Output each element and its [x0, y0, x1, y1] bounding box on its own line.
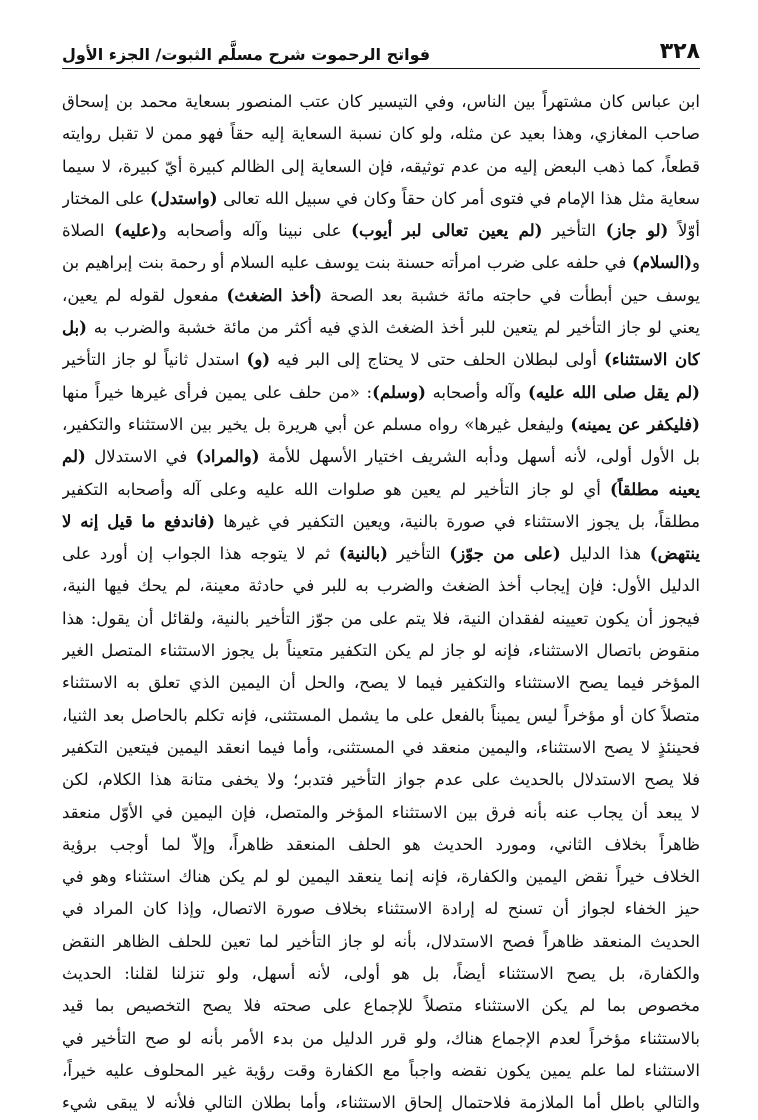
commentary-text: هذا الدليل	[560, 544, 650, 564]
text-line	[62, 183, 700, 215]
bold-matn-text: (والمراد)	[195, 447, 260, 467]
body-text	[62, 86, 700, 1120]
bold-matn-text: يعينه مطلقاً)	[609, 479, 700, 499]
text-line	[62, 732, 700, 764]
page-number: ٣٢٨	[659, 39, 700, 64]
text-line	[62, 570, 700, 602]
commentary-text: متصلاً كان أو مؤخراً ليس يميناً بالفعل على ما يشمل المستثنى، فإنه تكلم بالحاصل بعد الثنيا،	[62, 705, 700, 725]
commentary-text: مخصوص بما لم يكن الاستثناء متصلاً للإجماع على صحته فلا يصح التخصيص بما قيد	[62, 996, 700, 1016]
commentary-text: الخلاف خيراً نقض اليمين والكفارة، فإنه إنما ينعقد اليمين لو لم يكن هناك استثناء وهو في	[62, 867, 700, 887]
commentary-text: المؤخر فيما يصح الاستثناء والتكفير فيما لا يصح، والحل أن اليمين الذي تعلق به الاستثناء	[62, 673, 700, 693]
text-line	[62, 118, 700, 150]
commentary-text: فحينئذٍ لا يصح الاستثناء، واليمين منعقد في المستثنى، وأما فيما انعقد اليمين فيتعين التكفير	[62, 737, 700, 757]
bold-matn-text: (فاندفع ما قيل إنه لا	[62, 511, 215, 531]
bold-matn-text: (بالنية)	[338, 544, 388, 564]
text-line	[62, 441, 700, 473]
commentary-text: على المختار	[62, 188, 150, 208]
commentary-text: مطلقاً، بل يجوز الاستثناء في صورة بالنية، ويعين التكفير في غيرها	[214, 511, 700, 531]
text-line	[62, 958, 700, 990]
text-line	[62, 667, 700, 699]
text-line	[62, 603, 700, 635]
commentary-text: أوّلاً	[668, 221, 700, 241]
bold-matn-text: (أخذ الضغث)	[226, 285, 323, 305]
text-line	[62, 506, 700, 538]
bold-matn-text: (واستدل)	[149, 188, 218, 208]
page-header	[62, 34, 700, 64]
text-line	[62, 926, 700, 958]
bold-matn-text: ينتهض)	[649, 544, 700, 564]
commentary-text: ثم لا يتوجه هذا الجواب إن أورد على	[62, 544, 339, 564]
commentary-text: الدليل الأول: فإن إيجاب أخذ الضغث والضرب به للبر في حادثة معينة، لم يحك فيها النية،	[62, 576, 700, 596]
commentary-text: مفعول لقوله لم يعين،	[62, 285, 227, 305]
commentary-text: سعاية مثل هذا الإمام في فتوى أمر كان حقاً وكان في سبيل الله تعالى	[217, 188, 700, 208]
commentary-text: قطعاً، كما ذهب البعض إليه من عدم توثيقه، فإن السعاية إلى الظالم كبيرة أيّ كبيرة، لا سيما	[62, 156, 700, 176]
commentary-text: والتالي باطل أما الملازمة فلاحتمال إلحاق الاستثناء، وأما بطلان التالي فلأنه لا يبقى شيء	[62, 1093, 700, 1113]
commentary-text: الاستثناء لما علم يمين يكون نقضه واجباً مع الكفارة وقت رؤية غير المحلوف عليه خيراً،	[62, 1060, 700, 1080]
text-line	[62, 377, 700, 409]
commentary-text: أي لو جاز التأخير لم يعين هو صلوات الله عليه وعلى آله وأصحابه التكفير	[62, 479, 610, 499]
text-line	[62, 700, 700, 732]
text-line	[62, 538, 700, 570]
text-line	[62, 990, 700, 1022]
text-line	[62, 635, 700, 667]
text-line	[62, 409, 700, 441]
running-title: فواتح الرحموت شرح مسلَّم الثبوت/ الجزء الأول	[62, 45, 431, 64]
text-line	[62, 312, 700, 344]
commentary-text: بالاستثناء مؤخراً لعدم الإجماع هناك، ولو قرر الدليل من بدء الأمر بأنه لو صح التأخير في	[62, 1028, 700, 1048]
header-divider	[62, 68, 700, 69]
bold-matn-text: (و)	[246, 350, 271, 370]
bold-matn-text: كان الاستثناء)	[604, 350, 700, 370]
commentary-text: في حلفه على ضرب امرأته حسنة بنت يوسف عليه السلام أو رحمة بنت إبراهيم بن	[62, 253, 633, 273]
commentary-text: منقوض باتصال الاستثناء، فإنه لو جاز لم يكن التكفير متعيناً بل يجوز الاستثناء المتصل الغير	[62, 641, 700, 661]
text-line	[62, 280, 700, 312]
commentary-text: يعني لو جاز التأخير لم يتعين للبر أخذ الضغث الذي فيه أكثر من مائة خشبة والضرب به	[86, 318, 700, 338]
text-line	[62, 829, 700, 861]
commentary-text: ظاهراً بخلاف الثاني، ومورد الحديث هو الحلف المنعقد ظاهراً، وإلاّ لما أوجب برؤية	[62, 834, 700, 854]
commentary-text: وليفعل غيرها» رواه مسلم عن أبي هريرة بل يخير بين الاستثناء والتكفير،	[62, 414, 571, 434]
text-line	[62, 797, 700, 829]
bold-matn-text: (لم يعين تعالى لبر أيوب)	[351, 221, 543, 241]
text-line	[62, 247, 700, 279]
commentary-text: الصلاة	[62, 221, 115, 241]
commentary-text: صاحب المغازي، وهذا بعيد عن مثله، ولو كان نسبة السعاية إليه حقاً فهو ممن لا تقبل روايته	[62, 124, 700, 144]
commentary-text: يوسف حين أبطأت في حاجته مائة خشبة بعد الصحة	[322, 285, 700, 305]
bold-matn-text: (عليه)	[114, 221, 159, 241]
commentary-text: لا يبعد أن يجاب عنه بأنه فرق بين الاستثناء المؤخر والمتصل، فإن اليمين في الأوّل منعقد	[62, 802, 700, 822]
bold-matn-text: (لو جاز)	[605, 221, 669, 241]
text-line	[62, 474, 700, 506]
bold-matn-text: (على من جوّز)	[449, 544, 561, 564]
commentary-text: في الاستدلال	[85, 447, 196, 467]
text-line	[62, 86, 700, 118]
bold-matn-text: (وسلم)	[372, 382, 426, 402]
commentary-text: وآله وأصحابه	[425, 382, 529, 402]
text-line	[62, 151, 700, 183]
commentary-text: فيجوز أن يكون تعيينه لفقدان النية، فلا يتم على من جوّز التأخير بالنية، ولقائل أن يقول: هذا	[62, 608, 700, 628]
commentary-text: حيز الخفاء لجواز أن تسنح له إرادة الاستثناء بخلاف صورة الاتصال، وإذا كان المراد في	[62, 899, 700, 919]
text-line	[62, 1023, 700, 1055]
bold-matn-text: (لم	[62, 447, 86, 467]
commentary-text: أولى لبطلان الحلف حتى لا يحتاج إلى البر فيه	[270, 350, 605, 370]
commentary-text: استدل ثانياً لو جاز التأخير	[62, 350, 247, 370]
text-line	[62, 861, 700, 893]
text-line	[62, 893, 700, 925]
text-line	[62, 764, 700, 796]
commentary-text: ابن عباس كان مشتهراً بين الناس، وفي التيسير كان عتب المنصور بسعاية محمد بن إسحاق	[62, 92, 700, 111]
text-line	[62, 1087, 700, 1119]
commentary-text: التأخير	[387, 544, 450, 564]
bold-matn-text: (بل	[62, 318, 87, 338]
text-line	[62, 1055, 700, 1087]
commentary-text: : «من حلف على يمين فرأى غيرها خيراً منها	[62, 382, 373, 402]
commentary-text: على نبينا وآله وأصحابه و	[158, 221, 352, 241]
commentary-text: الحديث المنعقد ظاهراً فصح الاستدلال، بأنه لو جاز التأخير لما تعين للحلف الظاهر النقض	[62, 931, 700, 951]
commentary-text: و	[692, 253, 700, 273]
bold-matn-text: (السلام)	[632, 253, 693, 273]
text-line	[62, 344, 700, 376]
bold-matn-text: (لم يقل صلى الله عليه)	[528, 382, 700, 402]
text-line	[62, 215, 700, 247]
commentary-text: التأخير	[542, 221, 606, 241]
commentary-text: بل الأول أولى، لأنه أسهل ودأبه الشريف اختيار الأسهل للأمة	[259, 447, 700, 467]
commentary-text: فلا يصح الاستدلال بالحديث على عدم جواز التأخير فتدبر؛ ولا يخفى متانة هذا الكلام، لكن	[62, 770, 700, 790]
bold-matn-text: (فليكفر عن يمينه)	[570, 414, 700, 434]
commentary-text: والكفارة، بل يصح الاستثناء أيضاً، بل هو أولى، لأنه أسهل، ولو تنزلنا لقلنا: الحديث	[62, 964, 700, 984]
